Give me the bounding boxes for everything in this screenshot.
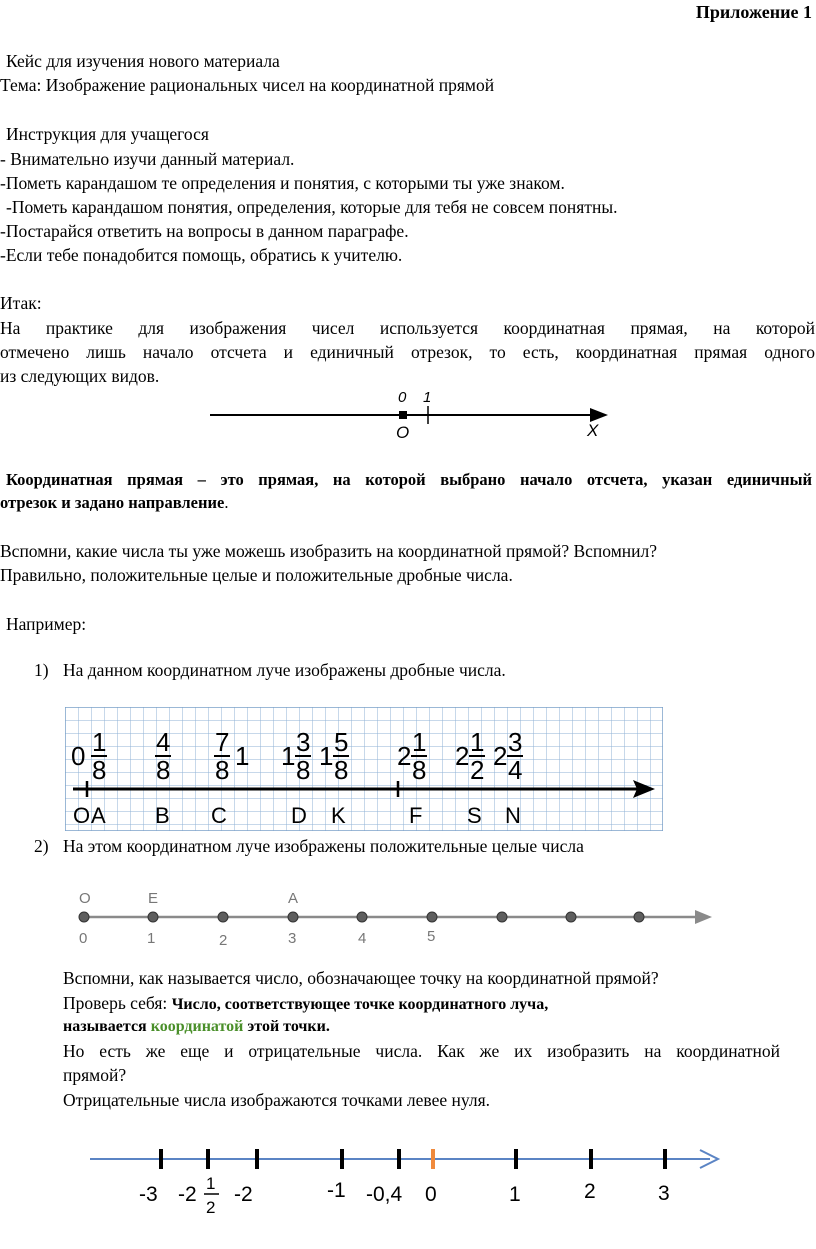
- label-O: O: [79, 890, 91, 907]
- recall-line-2: Правильно, положительные целые и положительные дробные числа.: [0, 565, 513, 585]
- frac-7-8: $\frac{7}{8}$: [215, 727, 230, 785]
- axis-arrow: [590, 408, 608, 422]
- num-3: 3: [288, 930, 297, 947]
- point-5: [427, 912, 437, 922]
- mixed-1-3-8-frac: $\frac{3}{8}$: [296, 727, 311, 785]
- instruction-4: -Постарайся ответить на вопросы в данном параграфе.: [0, 221, 409, 241]
- integer-ray-figure: [70, 885, 720, 947]
- coordinate-line-figure: [200, 386, 620, 446]
- definition-line-1: Координатная прямая – это прямая, на которой выбрано начало отсчета, указан единичный: [6, 470, 812, 489]
- mixed-2-1-2-frac: $\frac{1}{2}$: [470, 727, 485, 785]
- mixed-1-5-8-whole: 1: [319, 741, 334, 771]
- case-title: Кейс для изучения нового материала: [6, 51, 280, 71]
- label-3: 3: [658, 1182, 670, 1205]
- instruction-2: -Пометь карандашом те определения и понятия, с которыми ты уже знаком.: [0, 173, 565, 193]
- point-7: [566, 912, 576, 922]
- negatives-line-1: Но есть же еще и отрицательные числа. Как же их изобразить на координатной: [63, 1041, 780, 1061]
- mixed-1-3-8-whole: 1: [281, 741, 296, 771]
- instruction-1: - Внимательно изучи данный материал.: [0, 149, 295, 169]
- mixed-2-3-4-frac: $\frac{3}{4}$: [508, 727, 523, 785]
- recall-name: Вспомни, как называется число, обозначающее точку на координатной прямой?: [63, 968, 659, 988]
- negatives-left: Отрицательные числа изображаются точками левее нуля.: [63, 1090, 491, 1110]
- num-5: 5: [427, 928, 436, 945]
- check-line-2: называется координатой этой точки.: [63, 1018, 330, 1035]
- negatives-line-2: прямой?: [63, 1065, 127, 1085]
- item-1-number: 1): [34, 660, 49, 680]
- num-2: 2: [219, 932, 228, 947]
- check-line-1: Проверь себя: Число, соответствующее точке координатного луча,: [63, 993, 549, 1013]
- instruction-5: -Если тебе понадобится помощь, обратись к учителю.: [0, 245, 403, 265]
- label-frac-num: 1: [206, 1174, 216, 1193]
- label-1: 1: [509, 1183, 521, 1206]
- point-A: A: [91, 803, 106, 828]
- fraction-ray-figure: [65, 707, 663, 831]
- point-C: C: [211, 803, 227, 828]
- appendix-label: Приложение 1: [695, 2, 812, 22]
- tick-0-label: 0: [398, 389, 407, 406]
- mixed-2-1-8-whole: 2: [397, 741, 412, 771]
- item-1-text: На данном координатном луче изображены дробные числа.: [63, 660, 506, 680]
- number-line-figure: [80, 1140, 730, 1245]
- recall-line-1: Вспомни, какие числа ты уже можешь изобразить на координатной прямой? Вспомнил?: [0, 541, 657, 561]
- frac-4-8: $\frac{4}{8}$: [156, 727, 171, 785]
- label--2-whole: -2: [178, 1183, 197, 1206]
- point-2: [218, 912, 228, 922]
- num-0: 0: [79, 930, 88, 947]
- point-3: [288, 912, 298, 922]
- point-F: F: [409, 803, 423, 828]
- example-label: Например:: [6, 614, 87, 634]
- point-S: S: [467, 803, 482, 828]
- point-8: [634, 912, 644, 922]
- origin-label: O: [396, 423, 410, 442]
- mixed-2-3-4-whole: 2: [493, 741, 508, 771]
- itak: Итак:: [0, 293, 42, 313]
- item-2-number: 2): [34, 836, 49, 856]
- num-0: 0: [71, 741, 86, 771]
- point-0: [79, 912, 89, 922]
- item-2-text: На этом координатном луче изображены положительные целые числа: [63, 836, 584, 856]
- topic: Тема: Изображение рациональных чисел на координатной прямой: [0, 75, 495, 95]
- label--0-4: -0,4: [366, 1183, 403, 1206]
- definition-line-2: отрезок и задано направление.: [0, 493, 229, 512]
- point-1: [148, 912, 158, 922]
- label-frac-den: 2: [206, 1198, 216, 1217]
- point-K: K: [331, 803, 346, 828]
- num-1: 1: [235, 741, 250, 771]
- intro-line-2: отмечено лишь начало отсчета и единичный отрезок, то есть, координатная прямая одного: [0, 342, 815, 362]
- label--3: -3: [139, 1183, 158, 1206]
- point-N: N: [505, 803, 521, 828]
- point-6: [497, 912, 507, 922]
- mixed-1-5-8-frac: $\frac{5}{8}$: [334, 727, 349, 785]
- instruction-3: -Пометь карандашом понятия, определения, которые для тебя не совсем понятны.: [6, 197, 618, 217]
- label-A: A: [288, 890, 299, 907]
- intro-line-3: из следующих видов.: [0, 366, 160, 386]
- mixed-2-1-8-frac: $\frac{1}{8}$: [412, 727, 427, 785]
- point-D: D: [291, 803, 307, 828]
- instruction-title: Инструкция для учащегося: [6, 124, 209, 144]
- label-0: 0: [425, 1183, 437, 1206]
- label-2: 2: [584, 1180, 596, 1203]
- label--1: -1: [327, 1179, 346, 1202]
- tick-1-label: 1: [423, 389, 432, 406]
- point-O: O: [73, 803, 91, 828]
- point-4: [357, 912, 367, 922]
- num-1: 1: [147, 930, 156, 947]
- frac-1-8: $\frac{1}{8}$: [92, 727, 107, 785]
- ray-arrow: [695, 910, 712, 924]
- num-4: 4: [358, 930, 367, 947]
- intro-line-1: На практике для изображения чисел используется координатная прямая, на которой: [0, 318, 815, 338]
- label-E: E: [148, 890, 159, 907]
- point-B: B: [155, 803, 170, 828]
- label--2: -2: [234, 1183, 253, 1206]
- origin-point: [399, 411, 407, 419]
- axis-label: X: [587, 421, 599, 440]
- mixed-2-1-2-whole: 2: [455, 741, 470, 771]
